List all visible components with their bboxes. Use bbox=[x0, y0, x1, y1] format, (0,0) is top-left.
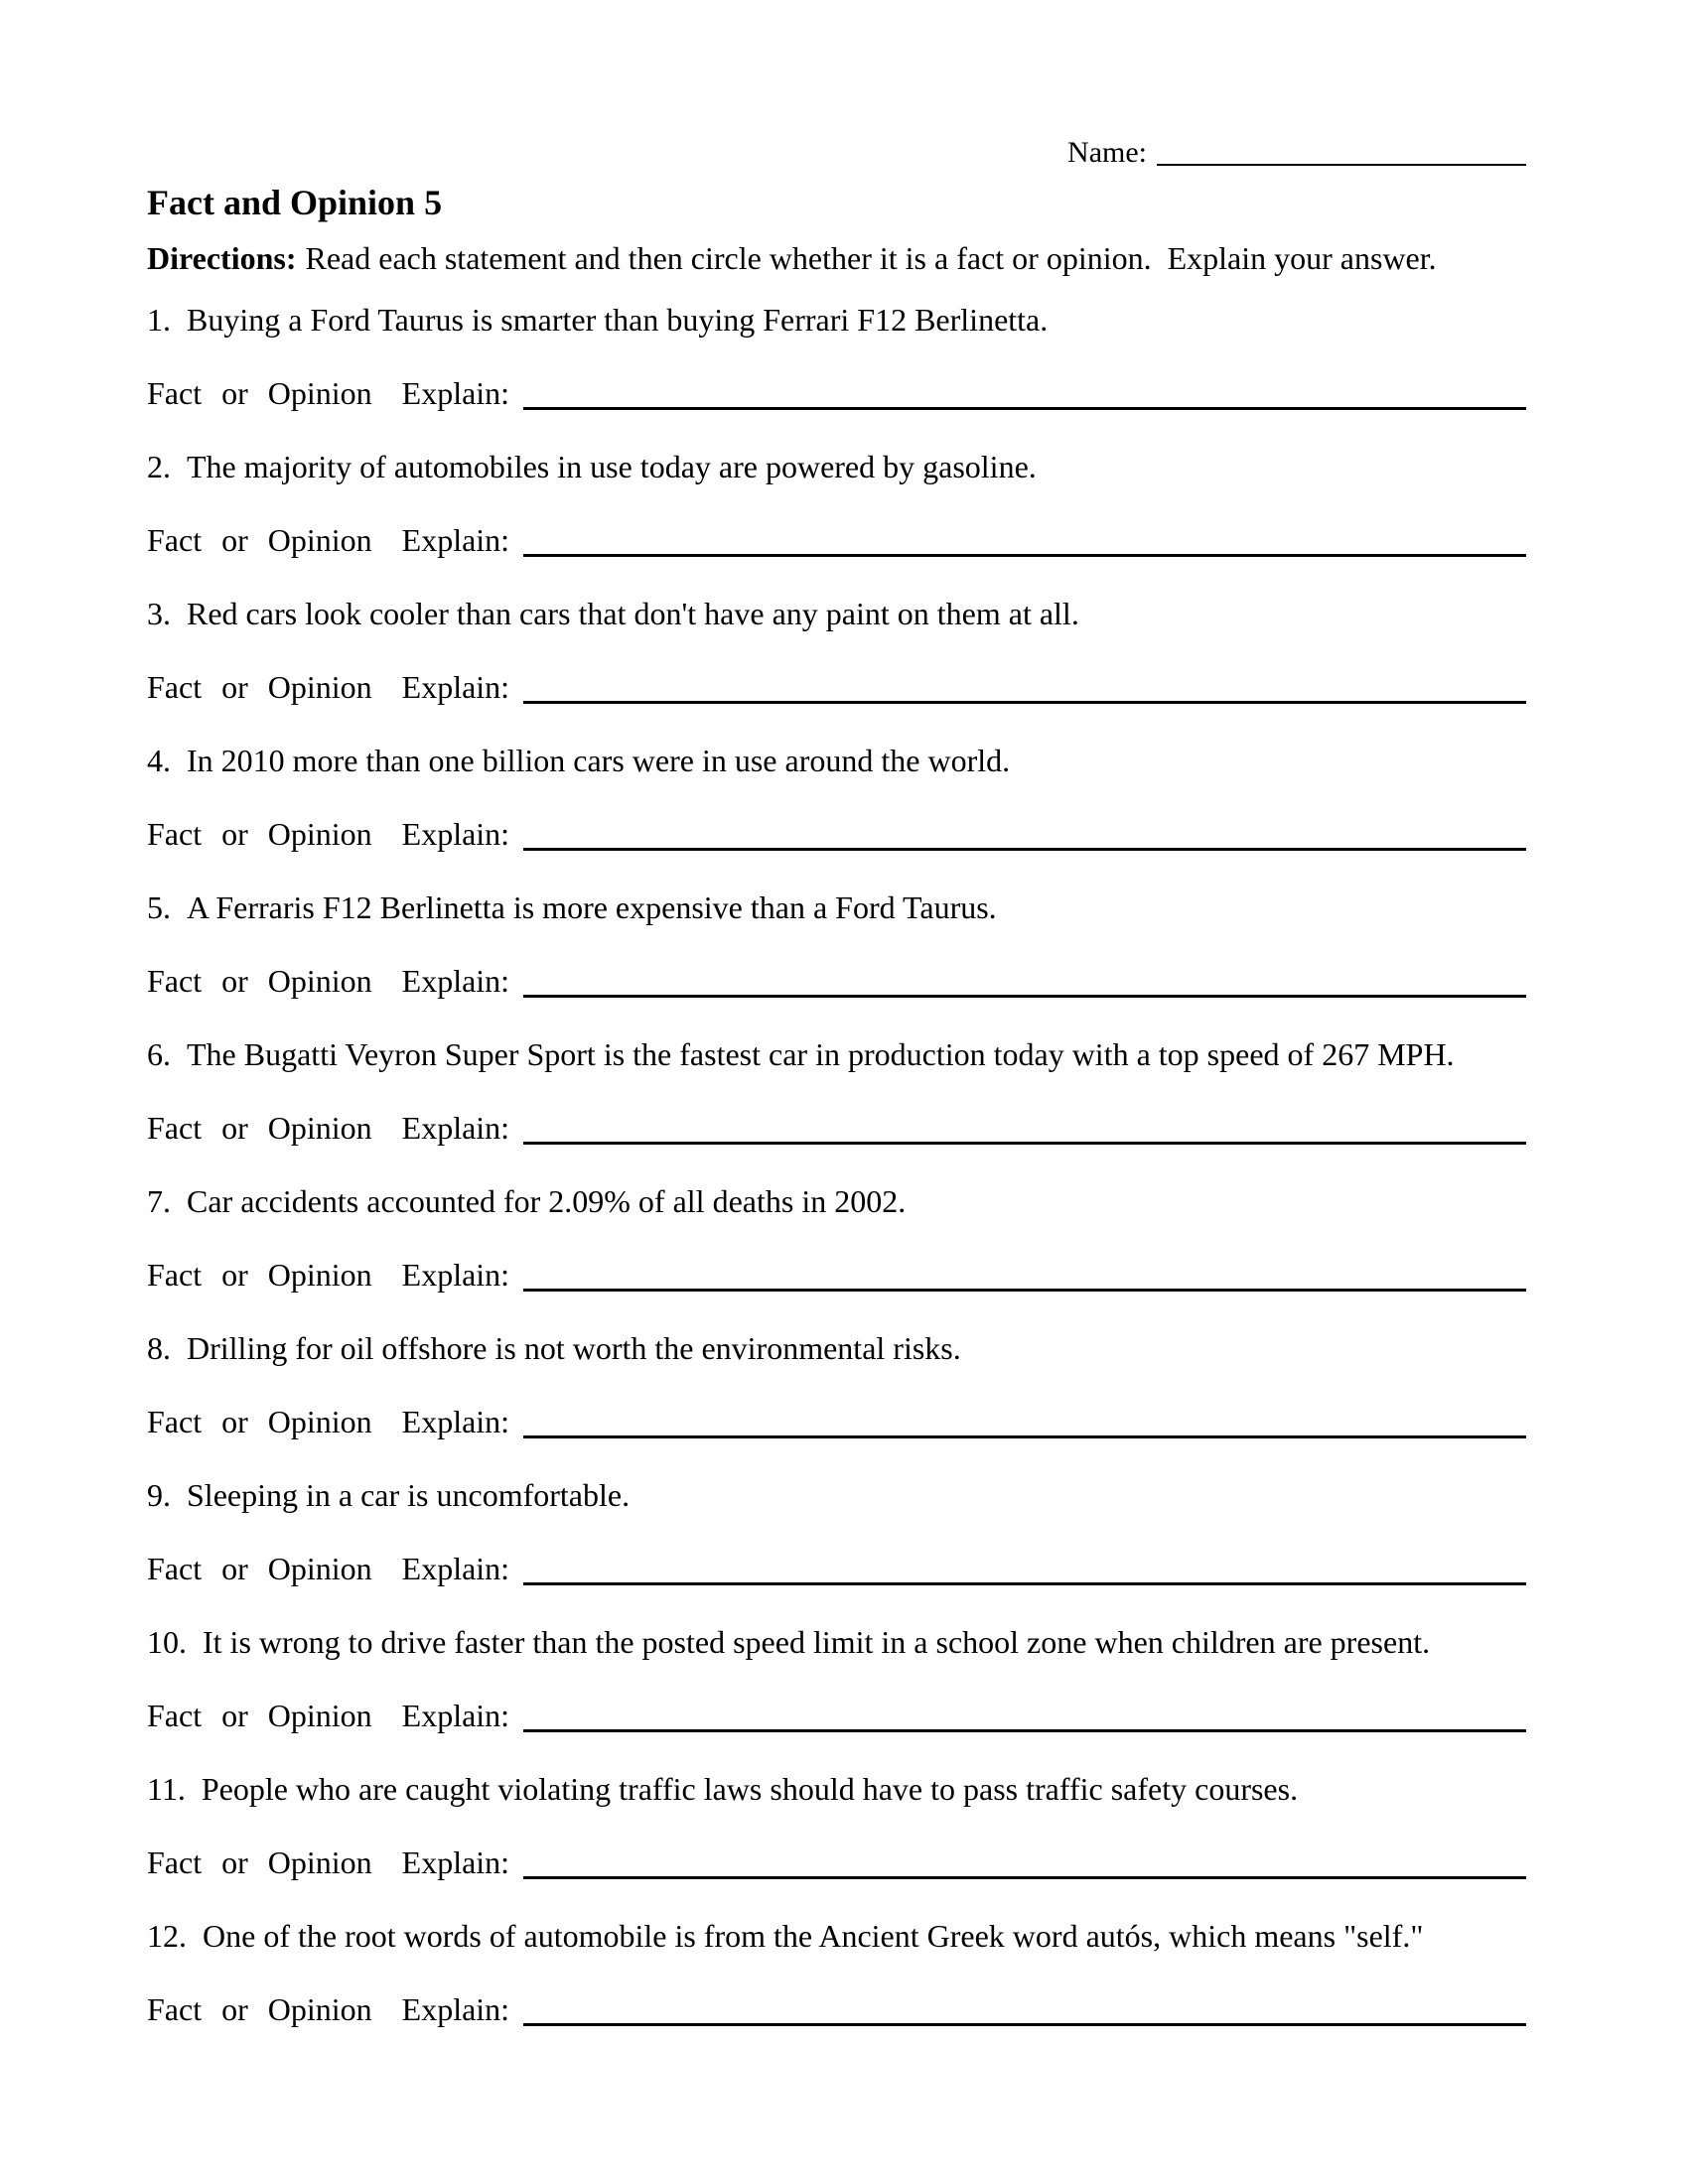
directions-label: Directions: bbox=[147, 240, 297, 276]
question-number: 12. bbox=[147, 1918, 187, 1954]
explain-blank-line[interactable] bbox=[523, 1550, 1526, 1585]
fact-option[interactable]: Fact bbox=[147, 522, 203, 558]
question-text: Sleeping in a car is uncomfortable. bbox=[187, 1477, 631, 1513]
question-block bbox=[147, 742, 1526, 853]
directions-text: Read each statement and then circle whether it is a fact or opinion. Explain your answer. bbox=[305, 240, 1437, 276]
question-number: 4. bbox=[147, 743, 171, 778]
explain-label: Explain: bbox=[401, 522, 510, 558]
question-text: It is wrong to drive faster than the posted speed limit in a school zone when children are present. bbox=[203, 1624, 1431, 1660]
explain-blank-line[interactable] bbox=[523, 1403, 1526, 1438]
or-label: or bbox=[221, 1698, 248, 1733]
or-label: or bbox=[221, 1404, 248, 1439]
or-label: or bbox=[221, 669, 248, 705]
question-statement bbox=[147, 301, 1526, 339]
question-statement bbox=[147, 1182, 1526, 1220]
name-label: Name: bbox=[1067, 136, 1147, 169]
explain-label: Explain: bbox=[401, 963, 510, 999]
explain-label: Explain: bbox=[401, 1257, 510, 1293]
question-block bbox=[147, 1917, 1526, 2028]
or-label: or bbox=[221, 522, 248, 558]
answer-row bbox=[147, 1550, 1526, 1587]
name-row bbox=[147, 134, 1526, 172]
fact-option[interactable]: Fact bbox=[147, 1991, 203, 2027]
answer-row bbox=[147, 668, 1526, 706]
explain-label: Explain: bbox=[401, 1844, 510, 1880]
question-text: Car accidents accounted for 2.09% of all deaths in 2002. bbox=[187, 1183, 907, 1219]
or-label: or bbox=[221, 963, 248, 999]
question-statement bbox=[147, 595, 1526, 632]
explain-blank-line[interactable] bbox=[523, 1697, 1526, 1732]
question-number: 2. bbox=[147, 449, 171, 484]
answer-row bbox=[147, 815, 1526, 853]
fact-option[interactable]: Fact bbox=[147, 1844, 203, 1880]
question-statement bbox=[147, 1917, 1526, 1955]
question-number: 11. bbox=[147, 1771, 186, 1807]
page-title: Fact and Opinion 5 bbox=[147, 183, 443, 222]
question-block bbox=[147, 1035, 1526, 1147]
question-text: Buying a Ford Taurus is smarter than buying Ferrari F12 Berlinetta. bbox=[187, 302, 1049, 338]
question-statement bbox=[147, 742, 1526, 779]
question-statement bbox=[147, 1770, 1526, 1808]
question-statement bbox=[147, 1476, 1526, 1514]
question-block bbox=[147, 1623, 1526, 1734]
question-statement bbox=[147, 1623, 1526, 1661]
explain-blank-line[interactable] bbox=[523, 374, 1526, 410]
explain-label: Explain: bbox=[401, 816, 510, 852]
question-text: In 2010 more than one billion cars were in use around the world. bbox=[187, 743, 1011, 778]
fact-option[interactable]: Fact bbox=[147, 1551, 203, 1586]
explain-blank-line[interactable] bbox=[523, 668, 1526, 704]
question-block bbox=[147, 1770, 1526, 1881]
explain-label: Explain: bbox=[401, 1698, 510, 1733]
question-number: 1. bbox=[147, 302, 171, 338]
opinion-option[interactable]: Opinion bbox=[267, 1404, 372, 1439]
or-label: or bbox=[221, 1844, 248, 1880]
fact-option[interactable]: Fact bbox=[147, 1257, 203, 1293]
or-label: or bbox=[221, 375, 248, 411]
question-statement bbox=[147, 448, 1526, 485]
fact-option[interactable]: Fact bbox=[147, 816, 203, 852]
answer-row bbox=[147, 1990, 1526, 2028]
question-block bbox=[147, 1329, 1526, 1440]
question-statement bbox=[147, 888, 1526, 926]
or-label: or bbox=[221, 1551, 248, 1586]
explain-label: Explain: bbox=[401, 669, 510, 705]
explain-label: Explain: bbox=[401, 1551, 510, 1586]
explain-label: Explain: bbox=[401, 1110, 510, 1146]
opinion-option[interactable]: Opinion bbox=[267, 1257, 372, 1293]
question-text: The Bugatti Veyron Super Sport is the fastest car in production today with a top speed of 267 MPH. bbox=[187, 1036, 1455, 1072]
question-number: 6. bbox=[147, 1036, 171, 1072]
opinion-option[interactable]: Opinion bbox=[267, 1551, 372, 1586]
explain-blank-line[interactable] bbox=[523, 1990, 1526, 2026]
question-block bbox=[147, 448, 1526, 559]
question-text: One of the root words of automobile is from the Ancient Greek word autós, which means "self." bbox=[203, 1918, 1424, 1954]
fact-option[interactable]: Fact bbox=[147, 669, 203, 705]
fact-option[interactable]: Fact bbox=[147, 375, 203, 411]
question-number: 8. bbox=[147, 1330, 171, 1366]
answer-row bbox=[147, 1109, 1526, 1147]
answer-row bbox=[147, 962, 1526, 1000]
question-block bbox=[147, 301, 1526, 412]
or-label: or bbox=[221, 1110, 248, 1146]
question-block bbox=[147, 595, 1526, 706]
or-label: or bbox=[221, 1991, 248, 2027]
opinion-option[interactable]: Opinion bbox=[267, 1110, 372, 1146]
opinion-option[interactable]: Opinion bbox=[267, 1991, 372, 2027]
question-number: 5. bbox=[147, 889, 171, 925]
answer-row bbox=[147, 1256, 1526, 1294]
question-block bbox=[147, 1182, 1526, 1294]
explain-blank-line[interactable] bbox=[523, 962, 1526, 998]
questions-list bbox=[147, 301, 1526, 2028]
explain-blank-line[interactable] bbox=[523, 1256, 1526, 1292]
question-text: Drilling for oil offshore is not worth the environmental risks. bbox=[187, 1330, 961, 1366]
explain-label: Explain: bbox=[401, 375, 510, 411]
explain-label: Explain: bbox=[401, 1991, 510, 2027]
explain-blank-line[interactable] bbox=[523, 521, 1526, 557]
answer-row bbox=[147, 1843, 1526, 1881]
question-number: 3. bbox=[147, 596, 171, 631]
question-text: Red cars look cooler than cars that don't have any paint on them at all. bbox=[187, 596, 1079, 631]
question-text: A Ferraris F12 Berlinetta is more expensive than a Ford Taurus. bbox=[187, 889, 997, 925]
question-statement bbox=[147, 1035, 1526, 1073]
explain-label: Explain: bbox=[401, 1404, 510, 1439]
question-text: People who are caught violating traffic laws should have to pass traffic safety courses. bbox=[201, 1771, 1299, 1807]
or-label: or bbox=[221, 1257, 248, 1293]
answer-row bbox=[147, 1697, 1526, 1734]
explain-blank-line[interactable] bbox=[523, 1109, 1526, 1145]
opinion-option[interactable]: Opinion bbox=[267, 669, 372, 705]
explain-blank-line[interactable] bbox=[523, 815, 1526, 851]
opinion-option[interactable]: Opinion bbox=[267, 522, 372, 558]
answer-row bbox=[147, 521, 1526, 559]
opinion-option[interactable]: Opinion bbox=[267, 1844, 372, 1880]
fact-option[interactable]: Fact bbox=[147, 1110, 203, 1146]
fact-option[interactable]: Fact bbox=[147, 1698, 203, 1733]
answer-row bbox=[147, 1403, 1526, 1440]
fact-option[interactable]: Fact bbox=[147, 963, 203, 999]
name-blank-line[interactable] bbox=[1157, 134, 1526, 166]
question-number: 7. bbox=[147, 1183, 171, 1219]
question-number: 9. bbox=[147, 1477, 171, 1513]
or-label: or bbox=[221, 816, 248, 852]
fact-option[interactable]: Fact bbox=[147, 1404, 203, 1439]
explain-blank-line[interactable] bbox=[523, 1843, 1526, 1879]
question-number: 10. bbox=[147, 1624, 187, 1660]
opinion-option[interactable]: Opinion bbox=[267, 375, 372, 411]
opinion-option[interactable]: Opinion bbox=[267, 1698, 372, 1733]
opinion-option[interactable]: Opinion bbox=[267, 963, 372, 999]
question-block bbox=[147, 1476, 1526, 1587]
question-text: The majority of automobiles in use today are powered by gasoline. bbox=[187, 449, 1037, 484]
directions bbox=[147, 239, 1526, 277]
opinion-option[interactable]: Opinion bbox=[267, 816, 372, 852]
answer-row bbox=[147, 374, 1526, 412]
question-statement bbox=[147, 1329, 1526, 1367]
question-block bbox=[147, 888, 1526, 1000]
